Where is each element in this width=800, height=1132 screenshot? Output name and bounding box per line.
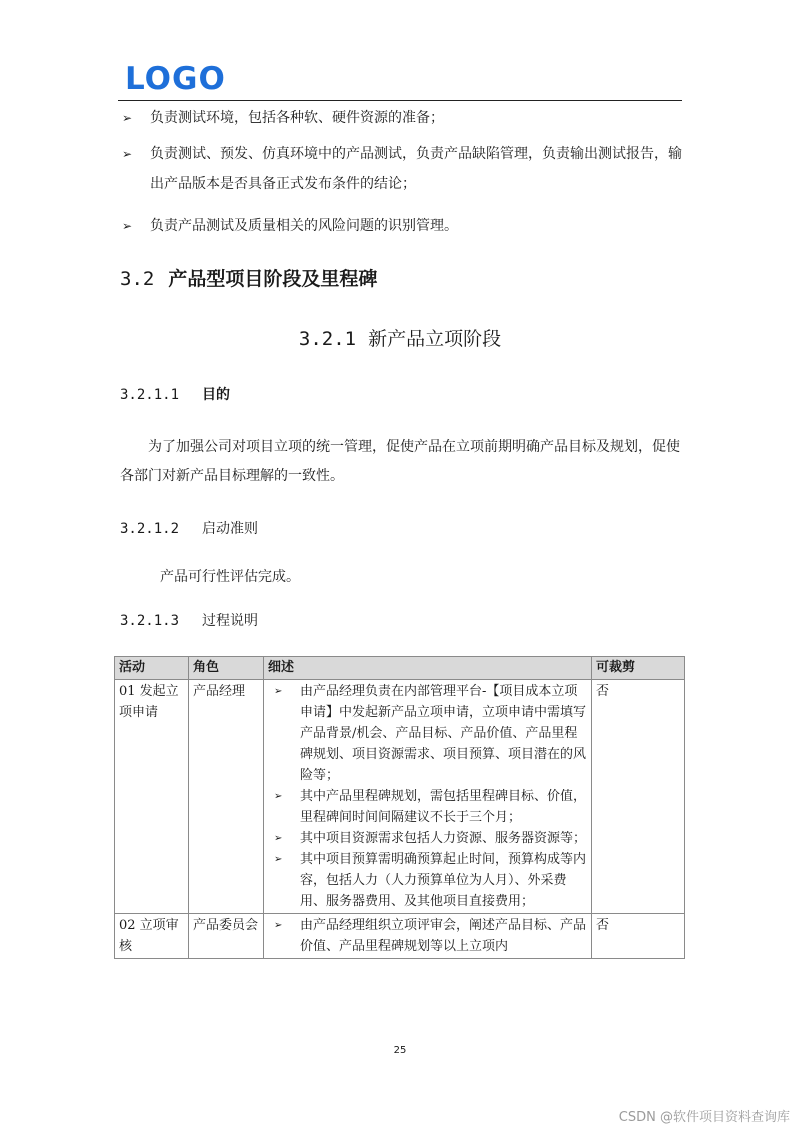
activity-cell: 02 立项审核 [115,914,189,959]
role-cell: 产品经理 [189,680,264,914]
heading-title: 过程说明 [202,613,258,629]
arrow-bullet-icon: ➢ [122,147,133,161]
section-heading [120,265,377,293]
arrow-bullet-icon: ➢ [274,920,283,931]
subsection-title: 新产品立项阶段 [368,328,502,350]
heading-number: 3.2.1.3 [120,613,180,629]
detail-item [268,681,587,786]
arrow-bullet-icon: ➢ [274,791,283,802]
bullet-item [122,139,682,199]
purpose-paragraph: 为了加强公司对项目立项的统一管理，促使产品在立项前期明确产品目标及规划，促使各部门对新产品目标理解的一致性。 [120,439,680,484]
column-header-activity: 活动 [115,657,189,680]
table-header-row [115,657,685,680]
detail-text: 其中项目预算需明确预算起止时间，预算构成等内容，包括人力（人力预算单位为人月）、外采费用、服务器费用、及其他项目直接费用； [300,852,587,909]
detail-item [268,849,587,912]
process-heading [120,610,258,632]
process-table [114,656,685,959]
criteria-heading [120,518,258,540]
logo: LOGO [125,61,226,97]
heading-number: 3.2.1.1 [120,387,180,403]
column-header-details: 细述 [264,657,592,680]
detail-text: 由产品经理组织立项评审会，阐述产品目标、产品价值、产品里程碑规划等以上立项内 [300,918,587,954]
detail-item [268,786,587,828]
bullet-text: 负责测试、预发、仿真环境中的产品测试，负责产品缺陷管理，负责输出测试报告，输出产品版本是否具备正式发布条件的结论； [150,146,682,192]
arrow-bullet-icon: ➢ [122,111,133,125]
arrow-bullet-icon: ➢ [274,686,283,697]
activity-cell: 01 发起立项申请 [115,680,189,914]
watermark: CSDN @软件项目资料查询库 [618,1110,790,1125]
heading-number: 3.2.1.2 [120,521,180,537]
heading-title: 目的 [202,387,230,403]
detail-text: 由产品经理负责在内部管理平台-【项目成本立项申请】中发起新产品立项申请，立项申请中需填写产品背景/机会、产品目标、产品价值、产品里程碑规划、项目资源需求、项目预算、项目潜在的风险等； [300,684,587,783]
section-number: 3.2 [120,268,155,290]
detail-text: 其中项目资源需求包括人力资源、服务器资源等； [300,831,587,846]
header-divider [118,100,682,101]
bullet-text: 负责产品测试及质量相关的风险问题的识别管理。 [150,218,458,234]
subsection-heading [0,325,800,353]
subsection-number: 3.2.1 [298,328,357,350]
bullet-item [122,103,682,133]
table-row [115,914,685,959]
tailorable-cell: 否 [592,680,685,914]
bullet-text: 负责测试环境，包括各种软、硬件资源的准备； [150,110,444,126]
column-header-role: 角色 [189,657,264,680]
details-cell [264,680,592,914]
detail-text: 其中产品里程碑规划，需包括里程碑目标、价值，里程碑间时间间隔建议不长于三个月； [300,789,587,825]
details-cell [264,914,592,959]
detail-item [268,828,587,849]
column-header-tailorable: 可裁剪 [592,657,685,680]
arrow-bullet-icon: ➢ [274,854,283,865]
heading-title: 启动准则 [202,521,258,537]
criteria-paragraph: 产品可行性评估完成。 [160,569,300,585]
arrow-bullet-icon: ➢ [122,219,133,233]
arrow-bullet-icon: ➢ [274,833,283,844]
role-cell: 产品委员会 [189,914,264,959]
bullet-item [122,211,682,241]
page-number: 25 [393,1045,407,1056]
tailorable-cell: 否 [592,914,685,959]
purpose-heading [120,384,230,406]
detail-item [268,915,587,957]
section-title: 产品型项目阶段及里程碑 [168,268,378,290]
table-row [115,680,685,914]
